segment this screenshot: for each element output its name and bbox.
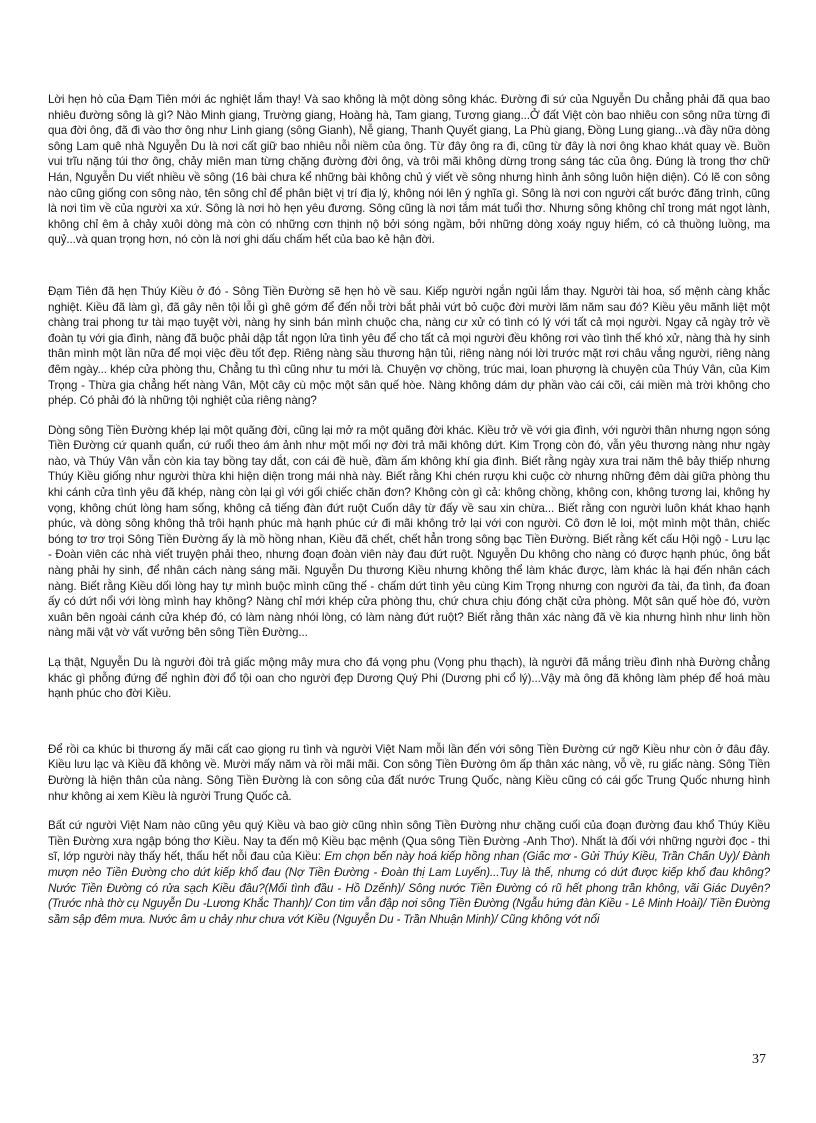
document-body xyxy=(48,92,770,927)
paragraph-4: Lạ thật, Nguyễn Du là người đòi trả giấc mộng mây mưa cho đá vọng phu (Vọng phu thạch), là người đã mắng triều đình nhà Đường chẳng khác gì phỗng đứng để nghìn đời đổ tội oan cho người đẹp Dương Quý Phi (Dương phi cổ lý)...Vậy mà ông đã không làm phép để hoá màu hạnh phúc cho đời Kiều. xyxy=(48,656,770,701)
paragraph-5: Để rồi ca khúc bi thương ấy mãi cất cao giọng ru tình và người Việt Nam mỗi lần đến với sông Tiền Đường cứ ngỡ Kiều như còn ở đâu đây. Kiều lưu lạc và Kiều đã không về. Mười mấy năm và rồi mãi mãi. Con sông Tiền Đường ôm ấp thân xác nàng, vỗ về, ru giấc nàng. Sông Tiền Đường là hiện thân của nàng. Sông Tiền Đường là con sông của đất nước Trung Quốc, nàng Kiều cũng có cái gốc Trung Quốc nhưng hình như không ai xem Kiều là người Trung Quốc cả. xyxy=(48,742,770,803)
paragraph-6-text: Bất cứ người Việt Nam nào cũng yêu quý Kiều và bao giờ cũng nhìn sông Tiền Đường như chặng cuối của đoạn đường đau khổ Thúy Kiều Tiền Đường xưa ngập bóng thơ Kiều. Nay ta đến mộ Kiều bạc mệnh (Qua sông Tiền Đường -Anh Thơ). Nhất là đối với những người đọc - thi sĩ, lớp người này thấy hết, thấu hết nỗi đau của Kiều: xyxy=(48,819,770,864)
paragraph-3: Dòng sông Tiền Đường khép lại một quãng đời, cũng lại mở ra một quãng đời khác. Kiều trở về với gia đình, với người thân nhưng ngọn sóng Tiền Đường cứ quanh quẩn, cứ ruổi theo ám ảnh như một mối nợ đời trả mãi không dứt. Kim Trọng còn đó, vẫn yêu thương nàng như ngày nào, và Thúy Vân vẫn còn kia tay bồng tay dắt, con cái đề huề, đầm ấm không khí gia đình. Biết rằng ngày xưa trai năm thê bảy thiếp nhưng Thúy Kiều giống như người thừa khi hiện diện trong mái nhà này. Biết rằng Khi chén rượu khi cuộc cờ nhưng những đêm dài giữa phòng thu khi cánh cửa tình yêu đã khép, nàng còn lại gì với gối chiếc chăn đơn? Không còn gì cả: không chồng, không con, không tương lai, không hy vọng, không chút lòng ham sống, không cả tiếng đàn đứt ruột Cuốn dây từ đấy về sau xin chừa... Biết rằng con người luôn khát khao hạnh phúc, và dòng sông không thả trôi hạnh phúc mà hạnh phúc cứ đi mãi không trở lại với con người. Cô đơn lẻ loi, một mình một thân, chiếc bóng tơ trơ trọi Sông Tiền Đường ấy là mồ hồng nhan, Kiều đã chết, chết hẳn trong sông bạc Tiền Đường. Biết rằng kết cấu Hội ngộ - Lưu lạc - Đoàn viên các nhà viết truyện phải theo, nhưng đoạn đoàn viên này đau đứt ruột. Nguyễn Du không cho nàng có được hạnh phúc, ông bắt nàng phải hy sinh, để nhân cách nàng sáng mãi. Nguyễn Du thương Kiều nhưng không thể làm khác được, làm khác là hại đến nhân cách nàng. Biết rằng Kiều dối lòng hay tự mình buộc mình cũng thế - chấm dứt tình yêu cùng Kim Trọng nhưng con người đa tài, đa tình, đa đoan ấy có dứt nổi với lòng mình hay không? Nàng chỉ mới khép cửa phòng thu, chứ chưa chịu đóng chặt cửa phòng. Một sân quế hòe đó, vườn xuân bên ngoài cánh cửa khép đó, có làm nàng nhói lòng, có làm nàng đứt ruột? Biết rằng thân xác nàng đã về kia nhưng hình như linh hồn nàng mãi vật vờ vất vưởng bên sông Tiền Đường... xyxy=(48,423,770,640)
paragraph-2: Đạm Tiên đã hẹn Thúy Kiều ở đó - Sông Tiền Đường sẽ hẹn hò về sau. Kiếp người ngắn ngủi lắm thay. Người tài hoa, số mệnh càng khắc nghiệt. Kiều đã làm gì, đã gây nên tội lỗi gì ghê gớm để đến nỗi trời bắt phải vứt bỏ cuộc đời mười lăm năm sau đó? Kiều yêu mãnh liệt một chàng trai phong tư tài mạo tuyệt vời, nàng hy sinh bán mình chuộc cha, nàng cư xử có tình có lý với tất cả mọi người. Ngay cả ngày trở về đoàn tụ với gia đình, nàng đã buộc phải dập tắt ngọn lửa tình yêu để cho tất cả mọi người đều không rơi vào tình thế khó xử, nàng thà hy sinh thân mình một lần nữa để mọi việc đều tốt đẹp. Riêng nàng sầu thương hận tủi, riêng nàng nói lời trước mặt rơi châu vắng người, riêng nàng đêm ngày... khép cửa phòng thu, Chẳng tu thì cũng như tu mới là. Chuyện vợ chồng, trúc mai, loan phượng là chuyện của Thúy Vân, của Kim Trọng - Thừa gia chẳng hết nàng Vân, Một cây cù mộc một sân quế hòe. Nàng không dám dự phần vào cái cõi, cái miền mà trời không cho phép. Có phải đó là những tội nghiệt của riêng nàng? xyxy=(48,284,770,408)
paragraph-6 xyxy=(48,818,770,927)
page-number: 37 xyxy=(752,1052,766,1067)
poem-citations: Em chọn bến này hoá kiếp hồng nhan (Giấc mơ - Gửi Thúy Kiều, Trần Chấn Uy)/ Đành mượn nẻo Tiền Đường cho dứt kiếp khổ đau (Nợ Tiền Đường - Đoàn thị Lam Luyến)...Tuy là thế, nhưng có dứt được kiếp khổ đau không? Nước Tiền Đường có rửa sạch Kiều đâu?(Mối tình đầu - Hồ Dzếnh)/ Sông nước Tiền Đường có rũ hết phong trần không, vãi Giác Duyên? (Trước nhà thờ cụ Nguyễn Du -Lương Khắc Thanh)/ Con tim vẫn đập nơi sông Tiền Đường (Ngẫu hứng đàn Kiều - Lê Minh Hoài)/ Tiền Đường sầm sập đêm mưa. Nước âm u chảy như chưa vớt Kiều (Nguyễn Du - Trần Nhuận Minh)/ Cũng không vớt nổi xyxy=(48,850,770,926)
paragraph-1: Lời hẹn hò của Đạm Tiên mới ác nghiệt lắm thay! Và sao không là một dòng sông khác. Đường đi sứ của Nguyễn Du chẳng phải đã qua bao nhiêu đường sông là gì? Nào Minh giang, Trường giang, Hoàng hà, Tam giang, Tương giang...Ở đất Việt còn bao nhiêu con sông nữa từng đi qua đời ông, đã đi vào thơ ông như Linh giang (sông Gianh), Nễ giang, Thanh Quyết giang, La Phù giang, Đồng Lung giang...và đầy nữa dòng sông Lam quê nhà Nguyễn Du là nơi cất giữ bao nhiêu nỗi niềm của ông. Từ đây ông ra đi, cũng từ đây là nơi ông khao khát quay về. Buồn vui trĩu nặng túi thơ ông, chảy miên man từng chặng đường đời ông, và trôi mãi không dừng trong sáng tác của ông. Đúng là trong thơ chữ Hán, Nguyễn Du viết nhiều về sông (16 bài chưa kể những bài không chủ ý viết về sông nhưng hình ảnh sông luôn hiện diện). Có lẽ con sông nào cũng giống con sông nào, tên sông chỉ để phân biệt vị trí địa lý, không nói lên ý nghĩa gì. Sông là nơi con người cất bước đăng trình, cũng là nơi tìm về của người xa xứ. Sông là nơi hò hẹn yêu đương. Sông cũng là nơi tắm mát tuổi thơ. Nhưng sông không chỉ trong mát ngọt lành, không chỉ êm ả chảy xuôi dòng mà còn có những cơn thịnh nộ bởi sóng ngầm, bởi những dòng xoáy nguy hiểm, có cả thuồng luồng, ma quỷ...và quan trọng hơn, nó còn là nơi ghi dấu chấm hết của bao kẻ hận đời. xyxy=(48,93,770,247)
